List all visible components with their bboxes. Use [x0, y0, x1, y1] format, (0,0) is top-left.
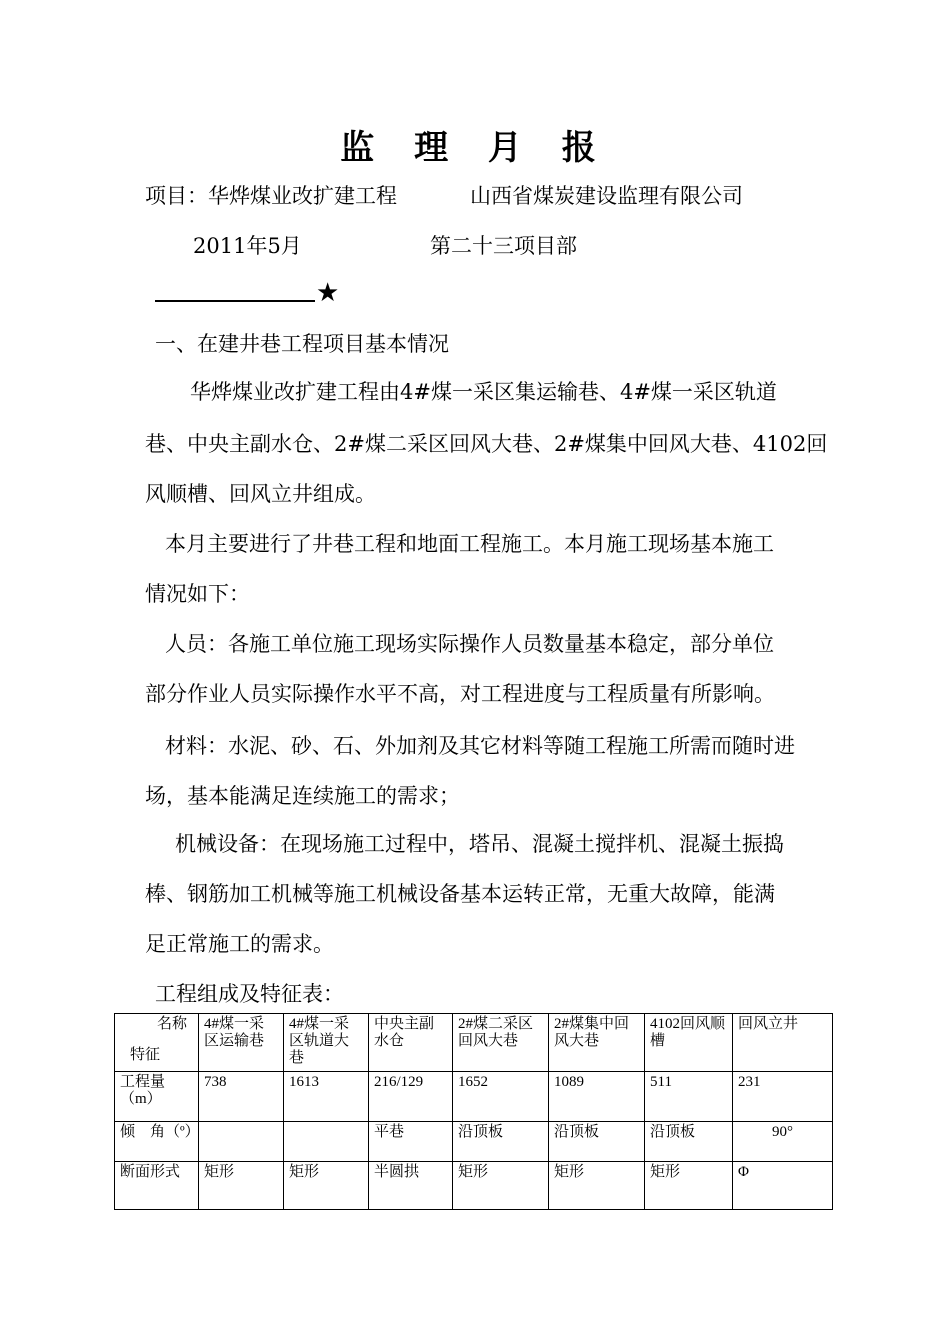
section-heading: 一、在建井巷工程项目基本情况: [155, 332, 449, 356]
table-header-row: [115, 1014, 833, 1072]
signature-line: [155, 300, 315, 302]
table-cell: 矩形: [549, 1162, 645, 1210]
table-cell: [284, 1122, 369, 1162]
page-title: 监 理 月 报: [340, 128, 610, 168]
table-cell: 矩形: [199, 1162, 284, 1210]
report-date: 2011年5月: [193, 234, 302, 258]
table-caption: 工程组成及特征表：: [155, 982, 344, 1006]
table-cell: 511: [645, 1072, 733, 1122]
table-cell: 90°: [733, 1122, 833, 1162]
table-cell: 矩形: [453, 1162, 549, 1210]
table-cell: 沿顶板: [645, 1122, 733, 1162]
table-corner-cell: [115, 1014, 199, 1072]
corner-feature-label: 特征: [130, 1047, 161, 1063]
row-label: 工程量（m）: [115, 1072, 199, 1122]
table-row-inclination: [115, 1122, 833, 1162]
table-row-section-shape: [115, 1162, 833, 1210]
table-cell: [199, 1122, 284, 1162]
table-cell: 半圆拱: [369, 1162, 453, 1210]
column-header: 中央主副水仓: [369, 1014, 453, 1072]
column-header: 2#煤二采区回风大巷: [453, 1014, 549, 1072]
project-label: 项目：华烨煤业改扩建工程: [145, 184, 397, 208]
column-header: 2#煤集中回风大巷: [549, 1014, 645, 1072]
table-cell: 平巷: [369, 1122, 453, 1162]
column-header: 回风立井: [733, 1014, 833, 1072]
row-label: 倾 角（º）: [115, 1122, 199, 1162]
table-cell: Φ: [733, 1162, 833, 1210]
table-cell: 1089: [549, 1072, 645, 1122]
column-header: 4102回风顺槽: [645, 1014, 733, 1072]
column-header: 4#煤一采区运输巷: [199, 1014, 284, 1072]
column-header: 4#煤一采区轨道大巷: [284, 1014, 369, 1072]
company-name: 山西省煤炭建设监理有限公司: [470, 184, 743, 208]
table-cell: 矩形: [284, 1162, 369, 1210]
row-label: 断面形式: [115, 1162, 199, 1210]
spec-table: [114, 1013, 833, 1210]
table-cell: 沿顶板: [549, 1122, 645, 1162]
table-row-quantity: [115, 1072, 833, 1122]
table-cell: 738: [199, 1072, 284, 1122]
department-name: 第二十三项目部: [430, 234, 577, 258]
star-icon: ★: [316, 278, 340, 308]
table-cell: 231: [733, 1072, 833, 1122]
table-cell: 216/129: [369, 1072, 453, 1122]
table-cell: 1652: [453, 1072, 549, 1122]
corner-name-label: 名称: [156, 1016, 187, 1032]
table-cell: 矩形: [645, 1162, 733, 1210]
table-cell: 1613: [284, 1072, 369, 1122]
table-cell: 沿顶板: [453, 1122, 549, 1162]
